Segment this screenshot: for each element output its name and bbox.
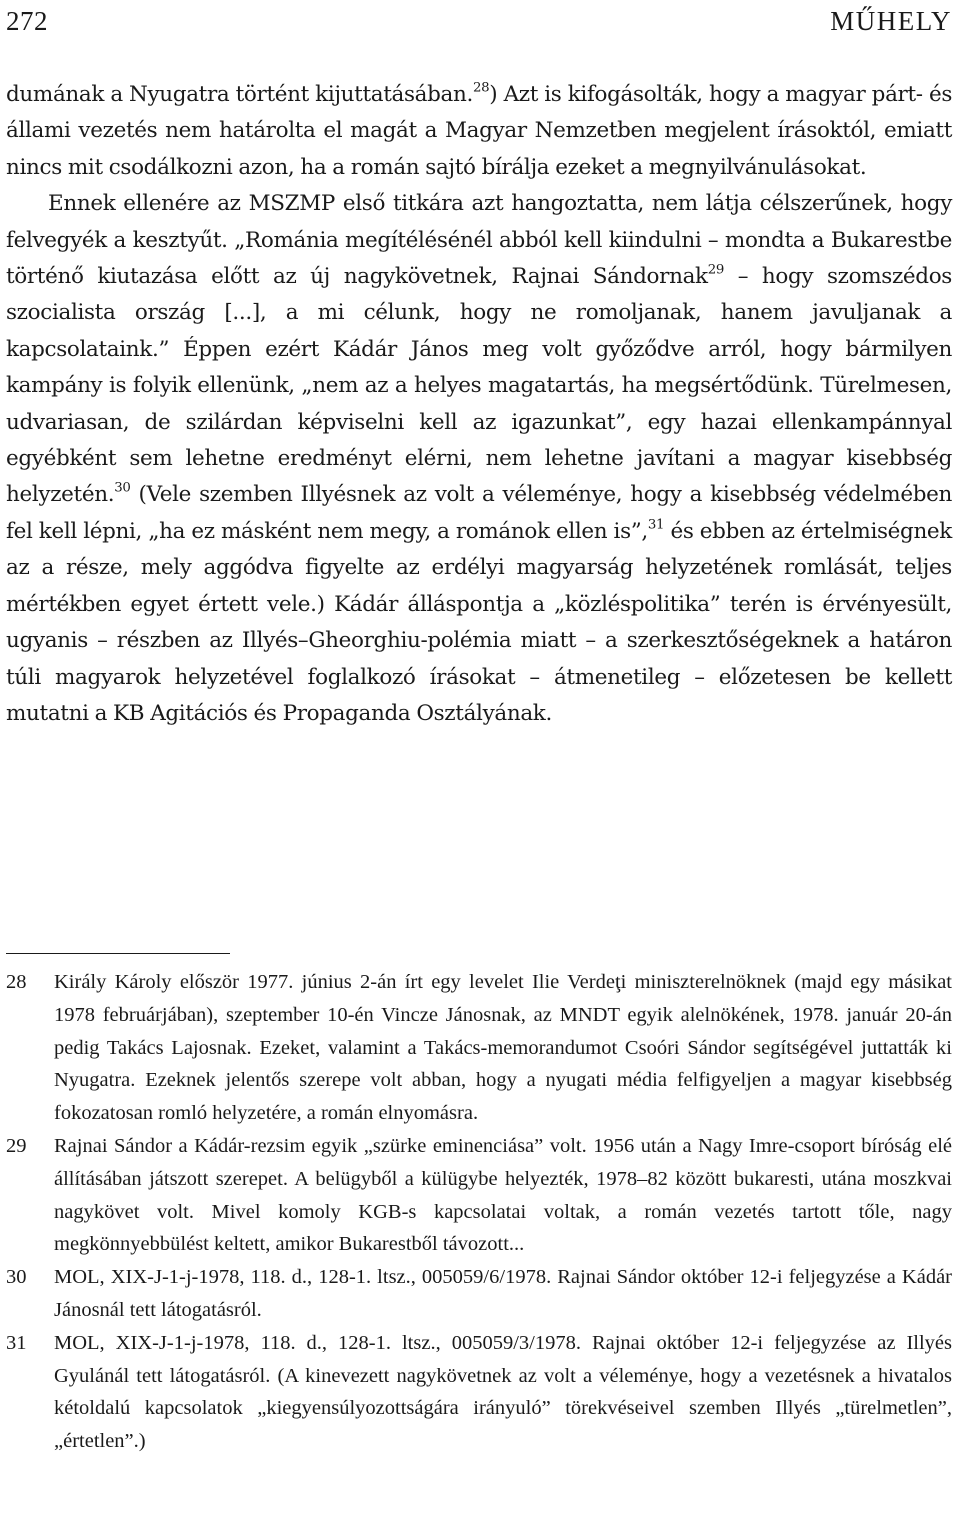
running-header	[6, 6, 952, 40]
footnote-31	[6, 1327, 952, 1458]
footnote-number: 28	[6, 971, 27, 993]
footnote-ref-31[interactable]: 31	[647, 517, 665, 533]
paragraph-1-part-a: dumának a Nyugatra történt kijuttatásában.	[6, 82, 473, 107]
paragraph-1	[6, 77, 952, 186]
footnote-text: Rajnai Sándor a Kádár-rezsim egyik „szürke eminenciása” volt. 1956 után a Nagy Imre-csoport bíróság elé állításában játszott szerepet. A belügyből a külügybe helyezték, 1978–82 között bukaresti, utána moszkvai nagykövet volt. Mivel komoly KGB-s kapcsolatai voltak, a román vezetés tartott tőle, nagy megkönnyebbülést keltett, amikor Bukarestből távozott...	[54, 1134, 952, 1256]
footnote-ref-30[interactable]: 30	[114, 480, 131, 496]
page-number: 272	[6, 6, 48, 36]
footnote-number: 29	[6, 1134, 27, 1157]
footnotes	[6, 966, 952, 1458]
paragraph-2-part-b: – hogy szomszédos szocialista ország [...], a mi célunk, hogy ne romoljanak, hanem javuljanak a kapcsolataink.” Éppen ezért Kádár János meg volt győződve arról, hogy bármilyen kampány is folyik ellenünk, „nem az a helyes magatartás, ha megsértődünk. Türelmesen, udvariasan, de szilárdan képviselni kell az igazunkat”, egy hazai ellenkampánnyal egyébként sem lehetne eredményt elérni, nem lehetne javítani a magyar kisebbség helyzetén.	[6, 264, 952, 508]
footnote-ref-29[interactable]: 29	[707, 262, 724, 278]
paragraph-2-part-a: Ennek ellenére az MSZMP első titkára azt hangoztatta, nem látja célszerűnek, hogy felvegyék a kesztyűt. „Románia megítélésénél abból kell kiindulni – mondta a Bukarestbe történő kiutazása előtt az új nagykövetnek, Rajnai Sándornak	[6, 191, 952, 290]
section-title: MŰHELY	[830, 6, 952, 36]
paragraph-1-part-b: ) Azt is kifogásolták, hogy a magyar párt- és állami vezetés nem határolta el magát a Magyar Nemzetben megjelent írásoktól, emiatt nincs mit csodálkozni azon, ha a román sajtó bírálja ezeket a megnyilvánulásokat.	[6, 82, 952, 180]
footnote-number: 31	[6, 1331, 27, 1354]
footnote-ref-28[interactable]: 28	[473, 80, 490, 96]
footnote-30	[6, 1261, 952, 1327]
footnote-text: MOL, XIX-J-1-j-1978, 118. d., 128-1. ltsz., 005059/6/1978. Rajnai Sándor október 12-i feljegyzése a Kádár Jánosnál tett látogatásról.	[54, 1266, 952, 1321]
paragraph-2-part-c: (Vele szemben Illyésnek az volt a véleménye, hogy a kisebbség védelmében fel kell lépni, „ha ez másként nem megy, a románok ellen is”,	[6, 482, 952, 544]
footnote-divider	[6, 953, 230, 954]
paragraph-2-part-d: és ebben az értelmiségnek az a része, mely aggódva figyelte az erdélyi magyarság helyzetének romlását, teljes mértékben egyet értett vele.) Kádár álláspontja a „közléspolitika” terén is érvényesült, ugyanis – részben az Illyés–Gheorghiu-polémia miatt – a szerkesztőségeknek a határon túli magyarok helyzetével foglalkozó írásokat – átmenetileg – előzetesen be kellett mutatni a KB Agitációs és Propaganda Osztályának.	[6, 518, 952, 726]
main-text	[6, 77, 952, 732]
paragraph-2	[6, 186, 952, 732]
footnote-text: Király Károly először 1977. június 2-án írt egy levelet Ilie Verdeţi miniszterelnöknek (majd egy másikat 1978 februárjában), szeptember 10-én Vincze Jánosnak, az MNDT egyik alelnökének, 1978. január 20-án pedig Takács Lajosnak. Ezeket, valamint a Takács-memorandumot Csoóri Sándor segítségével juttatták ki Nyugatra. Ezeknek jelentős szerepe volt abban, hogy a nyugati média felfigyeljen a magyar kisebbség fokozatosan romló helyzetére, a román elnyomásra.	[54, 971, 952, 1125]
footnote-number: 30	[6, 1266, 27, 1289]
footnote-text: MOL, XIX-J-1-j-1978, 118. d., 128-1. ltsz., 005059/3/1978. Rajnai október 12-i feljegyzése az Illyés Gyulánál tett látogatásról. (A kinevezett nagykövetnek az volt a véleménye, hogy a vezetésnek a hivatalos kétoldalú kapcsolatok „kiegyensúlyozottságára irányuló” törekvéseivel szemben Illyés „türelmetlen”, „értetlen”.)	[54, 1331, 952, 1453]
footnote-28	[6, 966, 952, 1130]
footnote-29	[6, 1130, 952, 1261]
